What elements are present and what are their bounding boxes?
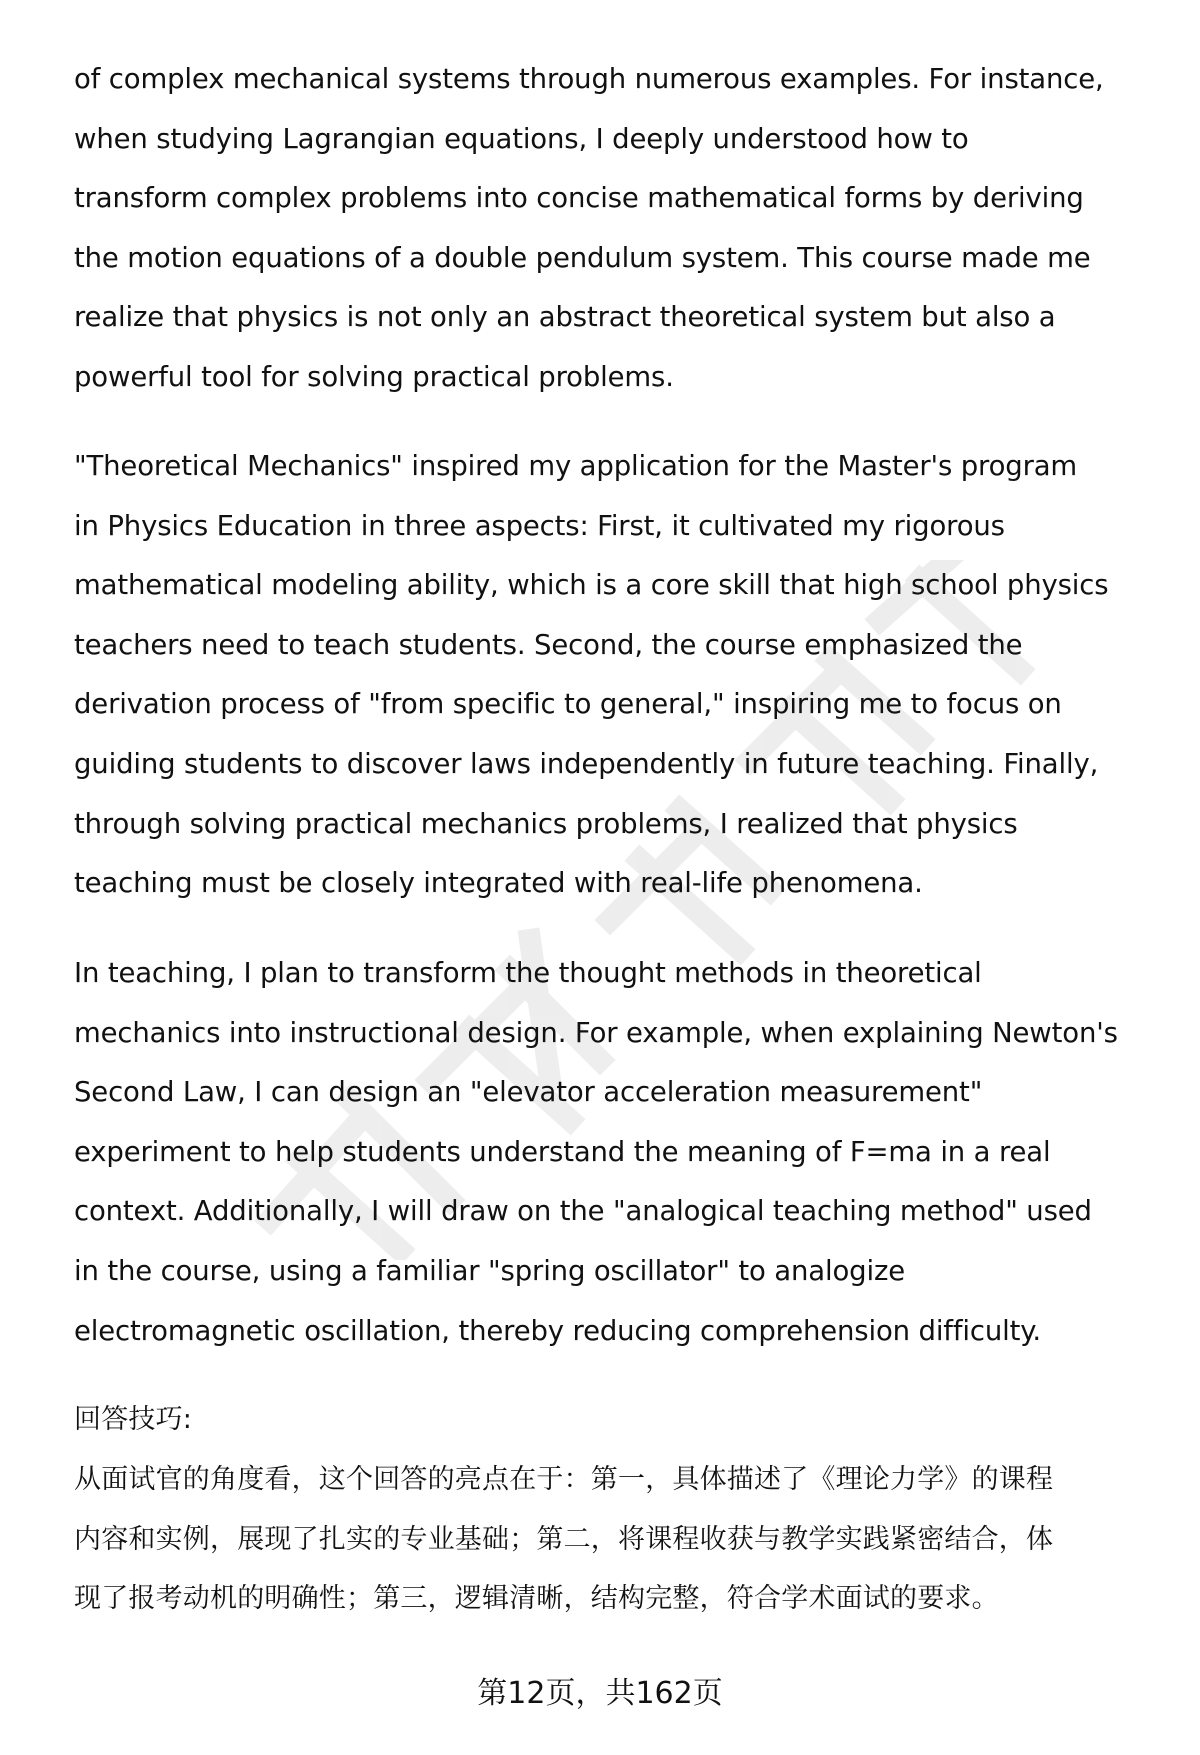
text-line: the motion equations of a double pendulum system. This course made me: [74, 241, 1091, 274]
text-line: 内容和实例，展现了扎实的专业基础；第二，将课程收获与教学实践紧密结合，体: [74, 1523, 1054, 1555]
text-line: mathematical modeling ability, which is a core skill that high school physics: [74, 569, 1109, 602]
text-line: of complex mechanical systems through numerous examples. For instance,: [74, 63, 1104, 95]
text-line: transform complex problems into concise mathematical forms by deriving: [74, 182, 1084, 215]
text-line: teachers need to teach students. Second, the course emphasized the: [74, 628, 1023, 661]
text-line: in the course, using a familiar "spring oscillator" to analogize: [74, 1254, 906, 1287]
paragraph-application-inspiration: [74, 437, 1174, 914]
text-line: 现了报考动机的明确性；第三，逻辑清晰，结构完整，符合学术面试的要求。: [74, 1583, 999, 1615]
text-line: "Theoretical Mechanics" inspired my application for the Master's program: [74, 450, 1078, 482]
text-line: In teaching, I plan to transform the thought methods in theoretical: [74, 957, 982, 989]
text-line: realize that physics is not only an abstract theoretical system but also a: [74, 301, 1056, 334]
text-line: through solving practical mechanics problems, I realized that physics: [74, 807, 1018, 840]
page-indicator: 第12页，共162页: [477, 1676, 723, 1711]
text-line: experiment to help students understand the meaning of F=ma in a real: [74, 1135, 1051, 1168]
tips-section-body: [74, 1450, 1174, 1629]
text-line: context. Additionally, I will draw on the "analogical teaching method" used: [74, 1195, 1092, 1228]
text-line: teaching must be closely integrated with real-life phenomena.: [74, 867, 923, 900]
text-line: Second Law, I can design an "elevator acceleration measurement": [74, 1076, 983, 1109]
text-line: powerful tool for solving practical problems.: [74, 360, 674, 393]
text-line: in Physics Education in three aspects: First, it cultivated my rigorous: [74, 509, 1005, 542]
paragraph-teaching-plan: [74, 944, 1174, 1361]
text-line: 从面试官的角度看，这个回答的亮点在于：第一，具体描述了《理论力学》的课程: [74, 1464, 1054, 1495]
paragraph-course-examples: [74, 50, 1174, 408]
text-line: mechanics into instructional design. For example, when explaining Newton's: [74, 1016, 1118, 1049]
tips-section-heading: [74, 1390, 1174, 1450]
tips-heading: 回答技巧:: [74, 1404, 193, 1435]
text-line: guiding students to discover laws independently in future teaching. Finally,: [74, 747, 1099, 780]
text-line: when studying Lagrangian equations, I deeply understood how to: [74, 122, 969, 155]
text-line: electromagnetic oscillation, thereby reducing comprehension difficulty.: [74, 1314, 1042, 1347]
text-line: derivation process of "from specific to general," inspiring me to focus on: [74, 688, 1062, 721]
